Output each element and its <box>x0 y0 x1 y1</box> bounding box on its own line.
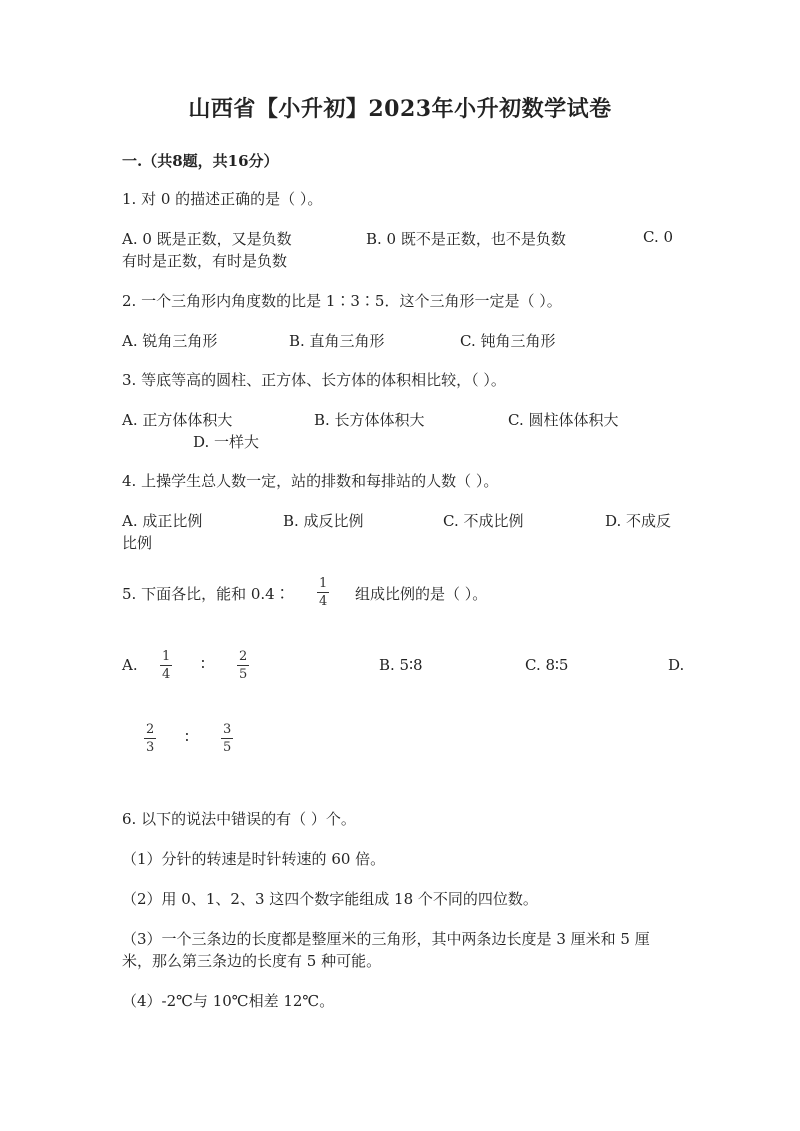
q6-statement-3-continued: 米，那么第三条边的长度有 5 种可能。 <box>122 952 382 970</box>
q2-option-b: B. 直角三角形 <box>289 332 385 350</box>
fraction-bar <box>144 738 156 739</box>
question-1-stem: 1. 对 0 的描述正确的是（ ）。 <box>122 190 323 208</box>
q4-option-d-continued: 比例 <box>122 534 153 552</box>
q6-statement-1: （1）分针的转速是时针转速的 60 倍。 <box>122 850 386 868</box>
ratio-colon: ∶ <box>185 728 189 746</box>
q4-option-a: A. 成正比例 <box>122 512 203 530</box>
question-6-stem: 6. 以下的说法中错误的有（ ）个。 <box>122 810 356 828</box>
q6-statement-2: （2）用 0、1、2、3 这四个数字能组成 18 个不同的四位数。 <box>122 890 538 908</box>
section-heading: 一.（共8题，共16分） <box>122 152 279 170</box>
fraction-bar <box>221 738 233 739</box>
q5-option-d-fraction-2 <box>221 723 233 754</box>
q5-option-b: B. 5∶8 <box>379 656 423 674</box>
fraction-numerator: 2 <box>146 722 155 737</box>
q4-option-c: C. 不成比例 <box>443 512 524 530</box>
fraction-denominator: 5 <box>223 740 232 755</box>
fraction-numerator: 3 <box>223 722 232 737</box>
question-3-stem: 3. 等底等高的圆柱、正方体、长方体的体积相比较，（ ）。 <box>122 371 506 389</box>
q3-option-b: B. 长方体体积大 <box>314 411 425 429</box>
q1-option-c: C. 0 <box>643 228 674 246</box>
question-5-stem: 5. 下面各比，能和 0.4∶ <box>122 585 290 603</box>
fraction-denominator: 4 <box>162 667 171 682</box>
fraction-bar <box>317 592 329 593</box>
q5-option-d-fraction-1 <box>144 723 156 754</box>
ratio-colon: ∶ <box>201 655 205 673</box>
q5-option-c: C. 8∶5 <box>525 656 569 674</box>
fraction-numerator: 2 <box>239 649 248 664</box>
q3-option-c: C. 圆柱体体积大 <box>508 411 619 429</box>
question-2-stem: 2. 一个三角形内角度数的比是 1∶3∶5．这个三角形一定是（ ）。 <box>122 292 562 310</box>
q5-option-a-fraction-1 <box>160 650 172 681</box>
fraction-bar <box>237 665 249 666</box>
q1-option-b: B. 0 既不是正数，也不是负数 <box>366 230 566 248</box>
q5-option-d-label: D. <box>668 656 685 674</box>
q3-option-d: D. 一样大 <box>193 433 260 451</box>
fraction-numerator: 1 <box>162 649 171 664</box>
q5-option-a-label: A. <box>122 656 138 674</box>
fraction-denominator: 3 <box>146 740 155 755</box>
q4-option-d: D. 不成反 <box>605 512 672 530</box>
q2-option-a: A. 锐角三角形 <box>122 332 218 350</box>
fraction-bar <box>160 665 172 666</box>
page-title: 山西省【小升初】2023年小升初数学试卷 <box>188 96 612 122</box>
question-5-stem-end: 组成比例的是（ ）。 <box>355 585 488 603</box>
q2-option-c: C. 钝角三角形 <box>460 332 556 350</box>
q1-option-a: A. 0 既是正数，又是负数 <box>122 230 292 248</box>
fraction-denominator: 4 <box>319 594 328 609</box>
q4-option-b: B. 成反比例 <box>283 512 364 530</box>
q3-option-a: A. 正方体体积大 <box>122 411 233 429</box>
question-4-stem: 4. 上操学生总人数一定，站的排数和每排站的人数（ ）。 <box>122 472 499 490</box>
q6-statement-3: （3）一个三条边的长度都是整厘米的三角形，其中两条边长度是 3 厘米和 5 厘 <box>122 930 650 948</box>
q5-option-a-fraction-2 <box>237 650 249 681</box>
fraction-denominator: 5 <box>239 667 248 682</box>
q6-statement-4: （4）-2℃与 10℃相差 12℃。 <box>122 992 335 1010</box>
q1-option-c-continued: 有时是正数，有时是负数 <box>122 252 288 270</box>
q5-stem-fraction <box>317 577 329 608</box>
fraction-numerator: 1 <box>319 576 328 591</box>
